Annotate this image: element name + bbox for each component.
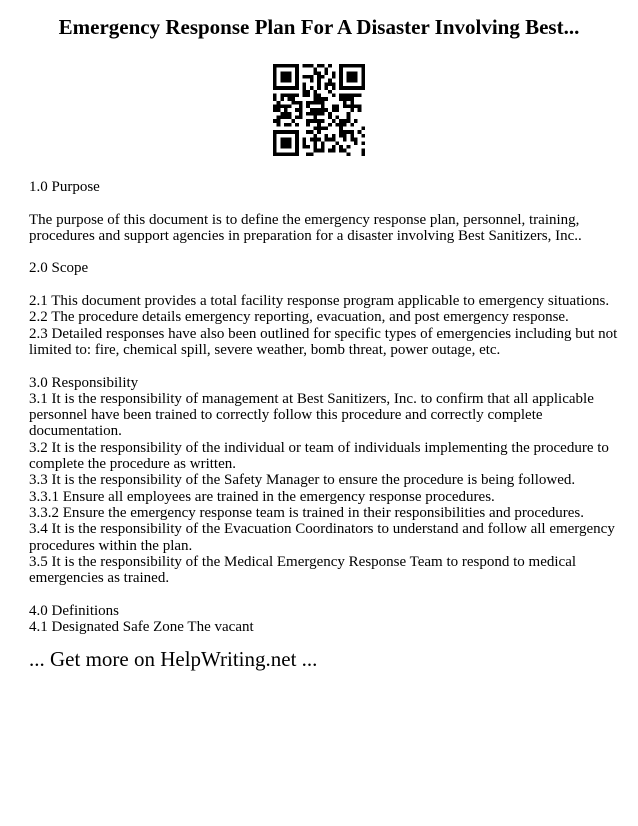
responsibility-item: 3.3 It is the responsibility of the Safety Manager to ensure the procedure is being followed.: [29, 472, 576, 489]
scope-item: 2.2 The procedure details emergency reporting, evacuation, and post emergency response.: [29, 309, 569, 326]
document-title: Emergency Response Plan For A Disaster Involving Best...: [58, 15, 580, 39]
responsibility-item: 3.1 It is the responsibility of management at Best Sanitizers, Inc. to confirm that all applicable personnel have been trained to correctly follow this procedure and correctly complete documentation.: [29, 390, 594, 440]
get-more-link[interactable]: ... Get more on HelpWriting.net ...: [29, 647, 318, 671]
responsibility-heading: 3.0 Responsibility: [29, 374, 139, 391]
scope-item: 2.3 Detailed responses have also been outlined for specific types of emergencies including but not limited to: fire, chemical spill, severe weather, bomb threat, power outage, etc.: [29, 325, 618, 358]
responsibility-item: 3.3.2 Ensure the emergency response team is trained in their responsibilities and procedures.: [29, 504, 584, 521]
purpose-heading: 1.0 Purpose: [29, 179, 100, 195]
qr-code-icon: [273, 64, 365, 156]
document-body: [29, 179, 619, 635]
purpose-text: The purpose of this document is to define the emergency response plan, personnel, training, procedures and support agencies in preparation for a disaster involving Best Sanitizers, Inc..: [29, 211, 582, 244]
scope-item: 2.1 This document provides a total facility response program applicable to emergency situations.: [29, 293, 610, 310]
scope-heading: 2.0 Scope: [29, 260, 89, 277]
responsibility-item: 3.5 It is the responsibility of the Medical Emergency Response Team to respond to medical emergencies as trained.: [29, 553, 577, 587]
responsibility-item: 3.2 It is the responsibility of the individual or team of individuals implementing the procedure to complete the procedure as written.: [29, 439, 609, 473]
definitions-heading: 4.0 Definitions: [29, 602, 119, 619]
responsibility-item: 3.4 It is the responsibility of the Evacuation Coordinators to understand and follow all emergency procedures within the plan.: [29, 521, 615, 554]
definitions-item: 4.1 Designated Safe Zone The vacant: [29, 619, 254, 636]
responsibility-item: 3.3.1 Ensure all employees are trained in the emergency response procedures.: [29, 488, 495, 505]
